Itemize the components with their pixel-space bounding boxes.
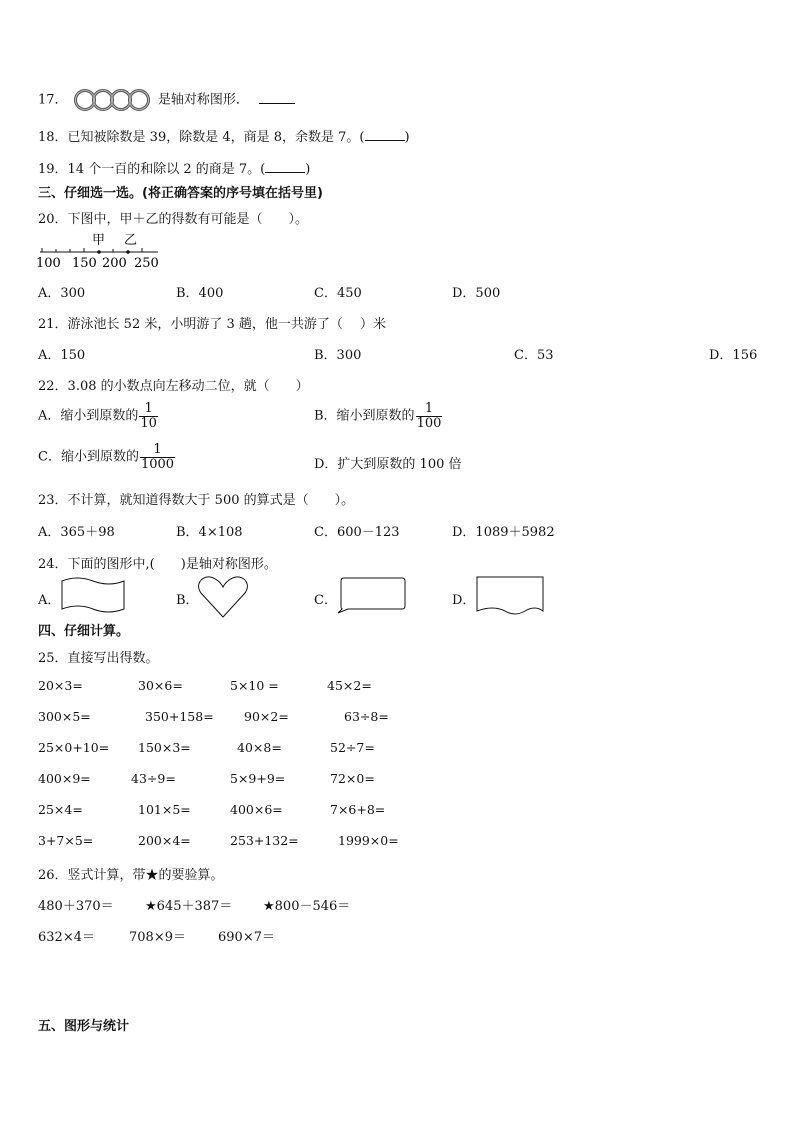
question-17 bbox=[38, 88, 295, 112]
calc-item: 5×10 = bbox=[230, 678, 279, 693]
calc-item: 300×5= bbox=[38, 709, 91, 724]
calc-item: 101×5= bbox=[138, 802, 191, 817]
option-a[interactable]: A．300 bbox=[38, 286, 86, 301]
calc-item: 63÷8= bbox=[344, 709, 389, 724]
tick-label: 250 bbox=[134, 256, 159, 270]
section-title: 四、仔细计算。 bbox=[38, 624, 130, 639]
calc-item: 3+7×5= bbox=[38, 833, 94, 848]
question-22-stem: 22．3.08 的小数点向左移动二位，就（ ） bbox=[38, 379, 309, 394]
option-b[interactable]: B．4×108 bbox=[176, 525, 243, 540]
option-c[interactable]: C．53 bbox=[514, 348, 554, 363]
option-a[interactable]: A．150 bbox=[38, 348, 86, 363]
option-b[interactable]: B．400 bbox=[176, 286, 224, 301]
question-text: 是轴对称图形． bbox=[157, 92, 249, 108]
point-yi bbox=[126, 250, 130, 254]
label-jia: 甲 bbox=[92, 233, 106, 248]
calc-item: 90×2= bbox=[244, 709, 289, 724]
option-a[interactable]: A． bbox=[38, 593, 61, 608]
option-b[interactable]: B． bbox=[176, 593, 199, 608]
question-24-stem: 24．下面的图形中,( )是轴对称图形。 bbox=[38, 557, 277, 572]
option-d[interactable]: D．156 bbox=[709, 348, 758, 363]
tick-label: 100 bbox=[36, 256, 61, 270]
calc-item: 20×3= bbox=[38, 678, 83, 693]
calc-item: 72×0= bbox=[330, 771, 375, 786]
option-c[interactable]: C．缩小到原数的 $\frac{1}{1000}$ bbox=[38, 442, 175, 472]
tick-label: 200 bbox=[102, 256, 127, 270]
vertical-calc-item: 690×7＝ bbox=[218, 930, 275, 945]
option-c[interactable]: C．450 bbox=[314, 286, 362, 301]
calc-item: 45×2= bbox=[327, 678, 372, 693]
question-text: 19．14 个一百的和除以 2 的商是 7。( bbox=[38, 162, 266, 177]
calc-item: 40×8= bbox=[237, 740, 282, 755]
question-20-stem: 20．下图中，甲＋乙的得数有可能是（ ）。 bbox=[38, 212, 309, 227]
calc-item: 350+158= bbox=[145, 709, 214, 724]
fraction: $\frac{1}{1000}$ bbox=[140, 442, 175, 472]
calc-item: 150×3= bbox=[138, 740, 191, 755]
question-23-stem: 23．不计算，就知道得数大于 500 的算式是（ ）。 bbox=[38, 493, 355, 508]
fraction: $\frac{1}{100}$ bbox=[416, 401, 442, 431]
answer-blank[interactable] bbox=[365, 128, 405, 141]
option-d[interactable]: D．扩大到原数的 100 倍 bbox=[314, 457, 462, 472]
calc-item: 7×6+8= bbox=[330, 802, 386, 817]
calc-item: 1999×0= bbox=[338, 833, 399, 848]
option-d[interactable]: D． bbox=[452, 593, 476, 608]
olympic-rings-icon bbox=[72, 88, 154, 112]
option-b[interactable]: B．缩小到原数的 $\frac{1}{100}$ bbox=[314, 401, 442, 431]
option-a[interactable]: A．365＋98 bbox=[38, 525, 115, 540]
calc-item: 43÷9= bbox=[131, 771, 176, 786]
calc-item: 25×0+10= bbox=[38, 740, 110, 755]
heart-icon bbox=[197, 575, 249, 619]
option-a[interactable]: A．缩小到原数的 $\frac{1}{10}$ bbox=[38, 401, 157, 431]
vertical-calc-item: 632×4＝ bbox=[38, 930, 95, 945]
question-text: 18．已知被除数是 39，除数是 4，商是 8，余数是 7。( bbox=[38, 130, 365, 145]
option-b[interactable]: B．300 bbox=[314, 348, 362, 363]
option-d[interactable]: D．500 bbox=[452, 286, 501, 301]
option-c[interactable]: C． bbox=[314, 593, 337, 608]
question-21-stem: 21．游泳池长 52 米，小明游了 3 趟，他一共游了（ ）米 bbox=[38, 317, 387, 332]
question-19: 19．14 个一百的和除以 2 的商是 7。( ) bbox=[38, 162, 311, 177]
calc-item: 52÷7= bbox=[330, 740, 375, 755]
point-jia bbox=[97, 250, 101, 254]
vertical-calc-item: ★645＋387＝ bbox=[145, 899, 233, 914]
answer-blank[interactable] bbox=[265, 160, 305, 173]
vertical-calc-item: ★800－546＝ bbox=[263, 899, 351, 914]
section-title: 五、图形与统计 bbox=[38, 1019, 130, 1034]
calc-item: 400×9= bbox=[38, 771, 91, 786]
answer-blank[interactable] bbox=[259, 91, 295, 104]
speech-bubble-icon bbox=[336, 576, 408, 616]
number-line bbox=[36, 230, 166, 270]
fraction: $\frac{1}{10}$ bbox=[140, 401, 157, 431]
section-title: 三、仔细选一选。(将正确答案的序号填在括号里) bbox=[38, 186, 323, 201]
vertical-calc-item: 480＋370＝ bbox=[38, 899, 114, 914]
calc-item: 400×6= bbox=[230, 802, 283, 817]
vertical-calc-item: 708×9＝ bbox=[129, 930, 186, 945]
wavy-flag-icon bbox=[60, 577, 126, 615]
label-yi: 乙 bbox=[124, 233, 138, 248]
question-26-stem: 26．竖式计算，带★的要验算。 bbox=[38, 868, 224, 883]
option-d[interactable]: D．1089＋5982 bbox=[452, 525, 555, 540]
calc-item: 253+132= bbox=[230, 833, 299, 848]
tick-label: 150 bbox=[72, 256, 97, 270]
calc-item: 5×9+9= bbox=[230, 771, 286, 786]
question-18: 18．已知被除数是 39，除数是 4，商是 8，余数是 7。( ) bbox=[38, 130, 410, 145]
question-25-stem: 25．直接写出得数。 bbox=[38, 651, 159, 666]
calc-item: 200×4= bbox=[138, 833, 191, 848]
option-c[interactable]: C．600－123 bbox=[314, 525, 400, 540]
calc-item: 25×4= bbox=[38, 802, 83, 817]
calc-item: 30×6= bbox=[138, 678, 183, 693]
bottom-wave-rect-icon bbox=[475, 575, 547, 617]
question-number: 17． bbox=[38, 92, 68, 108]
